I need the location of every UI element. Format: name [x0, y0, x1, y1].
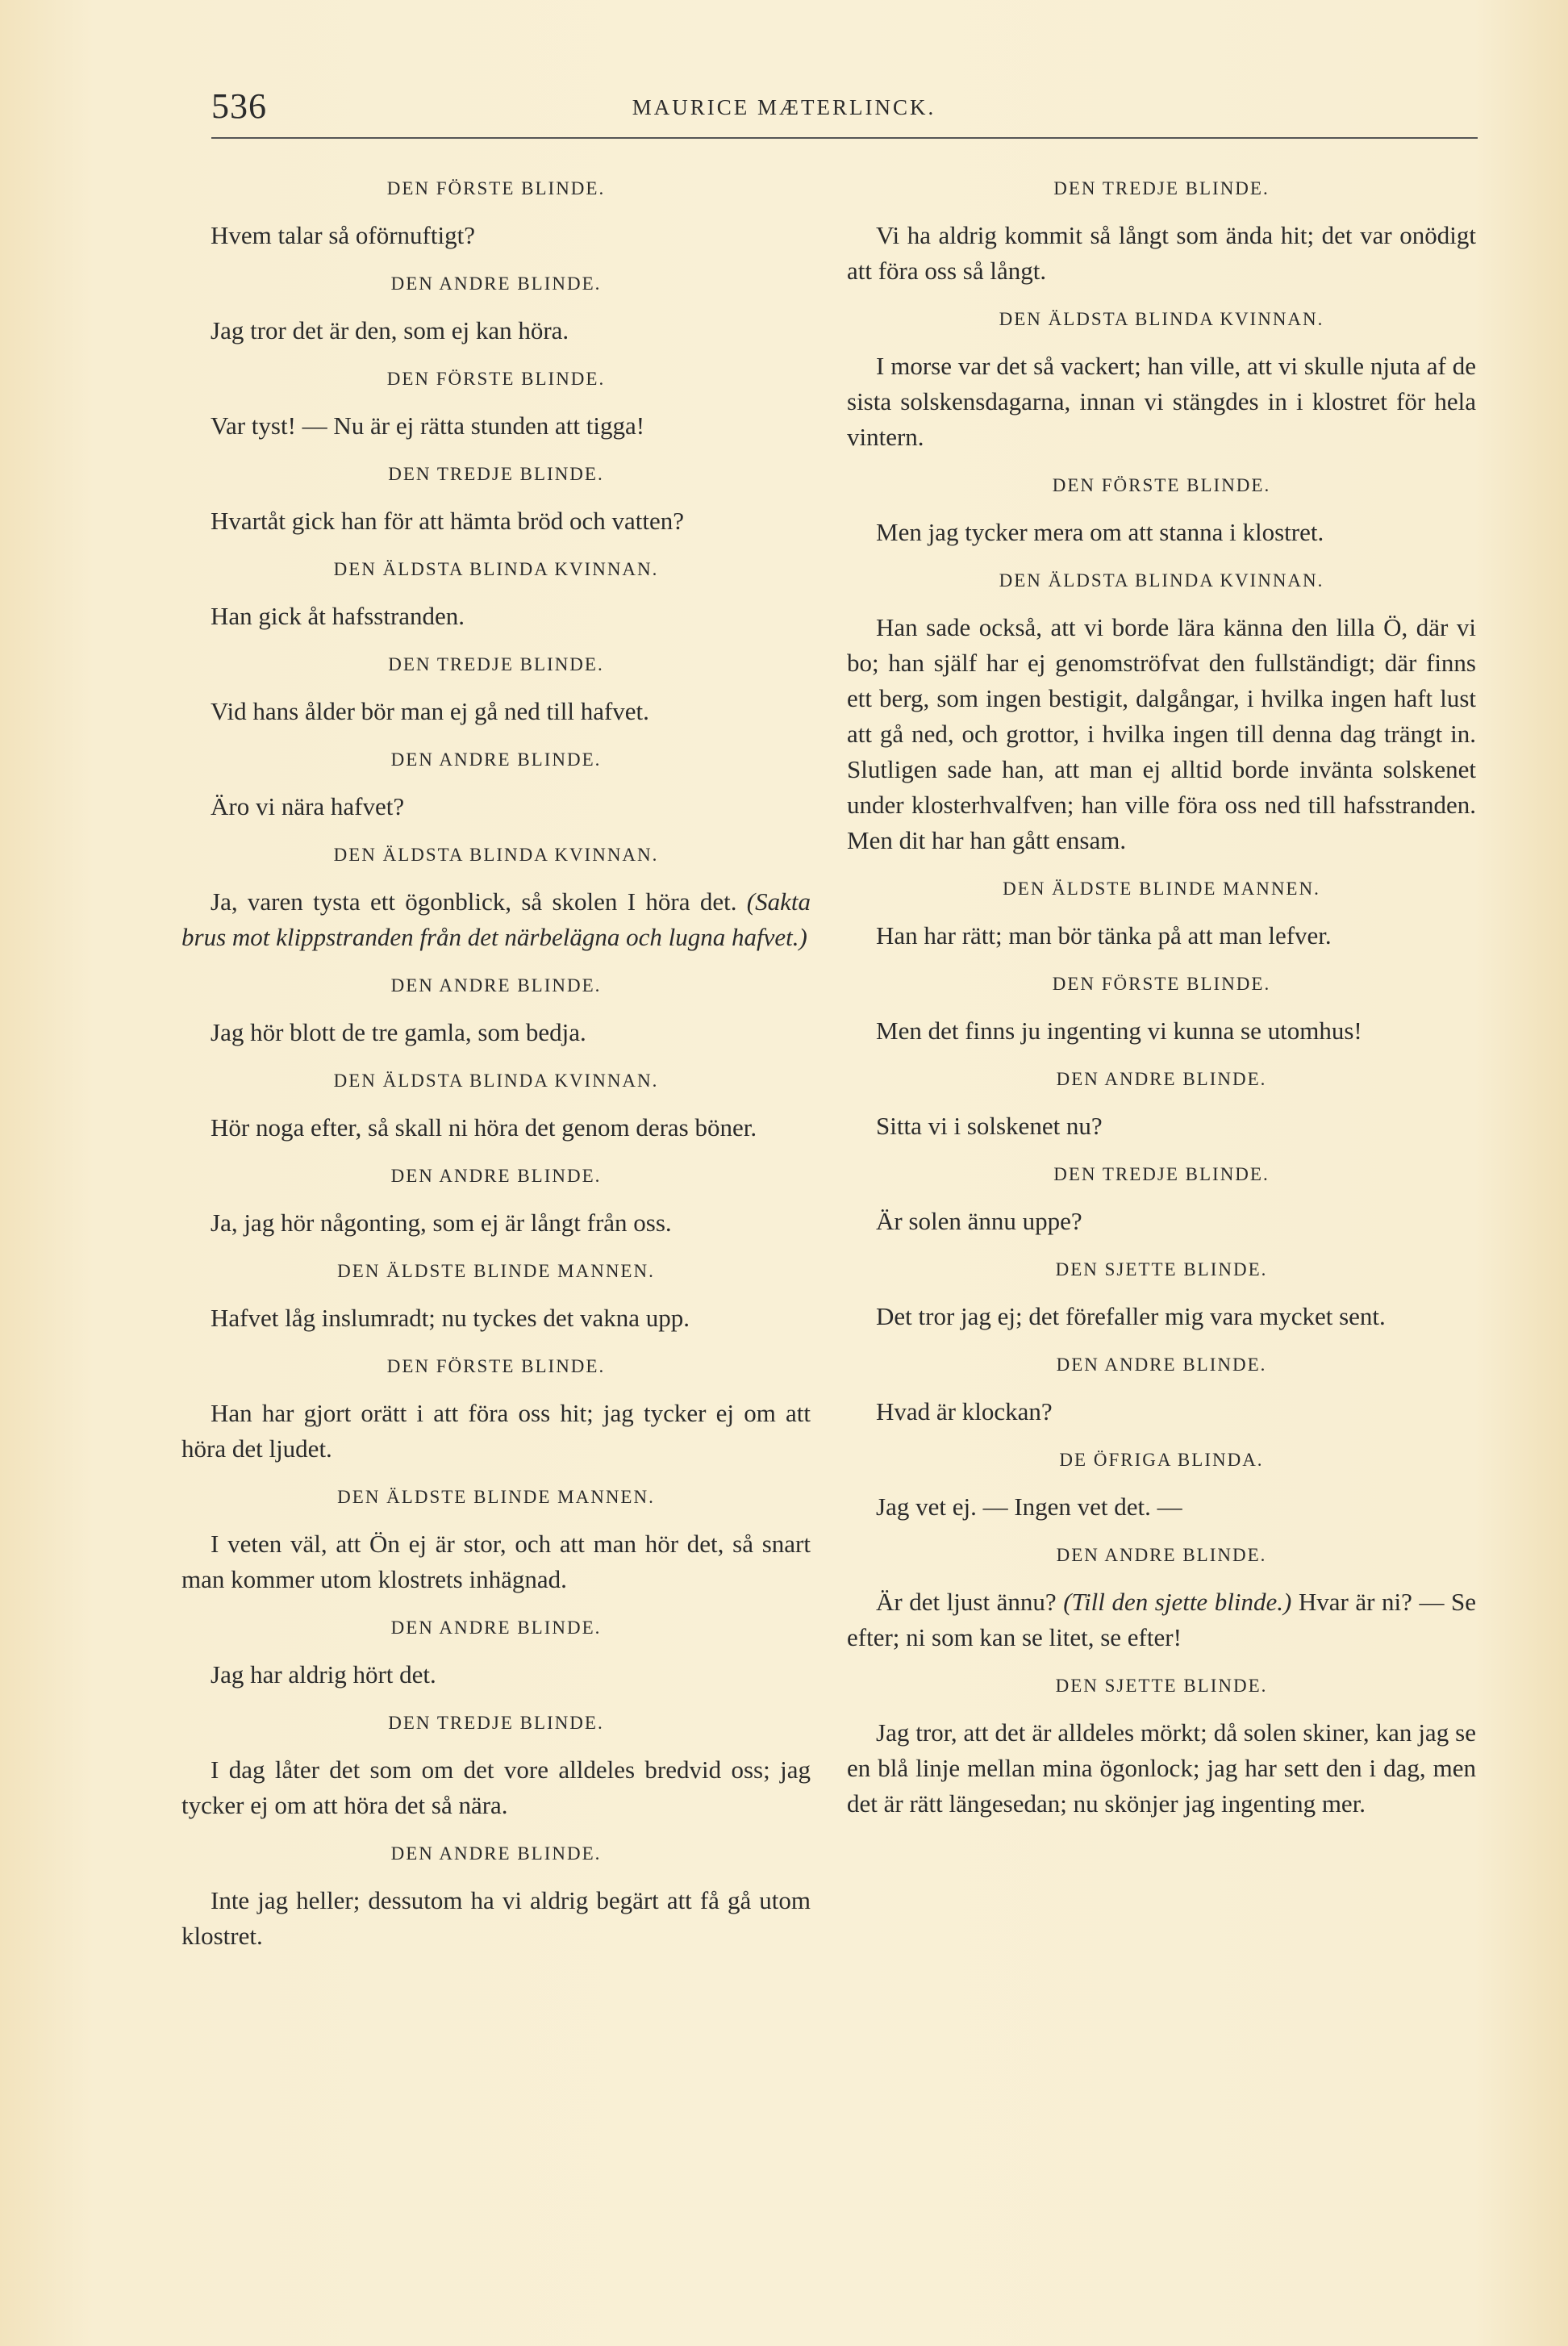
speech-text — [181, 1110, 811, 1146]
speech-line: Var tyst! — Nu är ej rätta stunden att tigga! — [211, 411, 645, 440]
speech-text — [181, 1657, 811, 1693]
speaker-name: DEN ANDRE BLINDE. — [390, 273, 602, 294]
speaker-name: DEN FÖRSTE BLINDE. — [1052, 475, 1271, 495]
speech-text — [181, 408, 811, 444]
speech-line: Ja, jag hör någonting, som ej är långt från oss. — [211, 1208, 672, 1237]
speech-text — [847, 1204, 1476, 1239]
speech-line: Hvad är klockan? — [876, 1397, 1053, 1426]
speaker-name: DEN TREDJE BLINDE. — [388, 654, 604, 674]
speech-line: Jag hör blott de tre gamla, som bedja. — [211, 1018, 586, 1046]
speech-line: Jag tror det är den, som ej kan höra. — [211, 316, 569, 344]
speaker-name: DEN ÄLDSTA BLINDA KVINNAN. — [333, 1071, 659, 1091]
speaker-name: DEN SJETTE BLINDE. — [1055, 1259, 1268, 1279]
speech-text — [847, 1584, 1476, 1655]
speaker-name: DEN ÄLDSTA BLINDA KVINNAN. — [999, 309, 1324, 329]
speech-text — [847, 218, 1476, 289]
speaker-name: DEN ÄLDSTE BLINDE MANNEN. — [337, 1487, 655, 1507]
speech-line: I dag låter det som om det vore alldeles bredvid oss; jag tycker ej om att höra det så nära. — [181, 1755, 811, 1819]
speaker-name: DEN ANDRE BLINDE. — [1056, 1355, 1267, 1375]
speech-text — [847, 1299, 1476, 1334]
speech-line: Jag har aldrig hört det. — [211, 1660, 436, 1689]
speech-line: Inte jag heller; dessutom ha vi aldrig begärt att få gå utom klostret. — [181, 1886, 811, 1950]
speech-text — [181, 789, 811, 824]
speech-text — [181, 1205, 811, 1241]
speech-line: Jag vet ej. — Ingen vet det. — — [876, 1492, 1182, 1521]
speech-line: Vi ha aldrig kommit så långt som ända hit; det var onödigt att föra oss så långt. — [847, 221, 1476, 285]
speech-line: Han har rätt; man bör tänka på att man lefver. — [876, 921, 1332, 950]
speech-line: Ja, varen tysta ett ögonblick, så skolen I höra det. — [211, 887, 737, 916]
speaker-name: DEN ÄLDSTA BLINDA KVINNAN. — [999, 570, 1324, 591]
speech-text — [181, 503, 811, 539]
speech-line: I morse var det så vackert; han ville, att vi skulle njuta af de sista solskensdagarna, innan vi stängdes in i klostret för hela vintern. — [847, 352, 1476, 451]
speaker-name: DEN ANDRE BLINDE. — [1056, 1069, 1267, 1089]
speech-line: Är det ljust ännu? — [876, 1588, 1057, 1616]
speech-line: Äro vi nära hafvet? — [211, 792, 405, 820]
speech-line: Han gick åt hafsstranden. — [211, 602, 465, 630]
speaker-name: DEN TREDJE BLINDE. — [388, 1713, 604, 1733]
speech-text — [847, 1013, 1476, 1049]
right-column — [847, 177, 1476, 1841]
speaker-name: DE ÖFRIGA BLINDA. — [1059, 1450, 1264, 1470]
speaker-name: DEN FÖRSTE BLINDE. — [1052, 974, 1271, 994]
speech-line: Men jag tycker mera om att stanna i klostret. — [876, 518, 1324, 546]
speech-line: Det tror jag ej; det förefaller mig vara mycket sent. — [876, 1302, 1386, 1330]
speech-text — [847, 1489, 1476, 1525]
speech-text — [181, 1526, 811, 1597]
speaker-name: DEN FÖRSTE BLINDE. — [386, 1356, 606, 1376]
page-number: 536 — [211, 86, 267, 126]
speech-line: Hvem talar så oförnuftigt? — [211, 221, 475, 249]
speaker-name: DEN FÖRSTE BLINDE. — [386, 369, 606, 389]
speaker-name: DEN ANDRE BLINDE. — [390, 975, 602, 996]
speech-text — [181, 1752, 811, 1823]
speaker-name: DEN ANDRE BLINDE. — [390, 1843, 602, 1864]
speech-line-continued: Hvar är ni? — Se efter; ni som kan se litet, se efter! — [847, 1588, 1477, 1651]
speaker-name: DEN TREDJE BLINDE. — [1053, 1164, 1270, 1184]
speech-text — [847, 515, 1476, 550]
speaker-name: DEN ANDRE BLINDE. — [1056, 1545, 1267, 1565]
speech-text — [847, 610, 1476, 858]
stage-direction: (Till den sjette blinde.) — [1063, 1588, 1292, 1616]
speech-line: Vid hans ålder bör man ej gå ned till hafvet. — [211, 697, 649, 725]
speech-text — [847, 918, 1476, 954]
speech-text — [181, 1300, 811, 1336]
speech-line: I veten väl, att Ön ej är stor, och att man hör det, så snart man kommer utom klostrets inhägnad. — [181, 1530, 811, 1593]
speech-text — [181, 218, 811, 253]
speech-text — [181, 313, 811, 349]
speech-text — [847, 349, 1476, 455]
speaker-name: DEN ÄLDSTA BLINDA KVINNAN. — [333, 559, 659, 579]
speech-text — [847, 1715, 1476, 1822]
speech-text — [181, 599, 811, 634]
speech-line: Sitta vi i solskenet nu? — [876, 1112, 1103, 1140]
speech-text — [847, 1394, 1476, 1430]
speech-line: Han sade också, att vi borde lära känna den lilla Ö, där vi bo; han själf har ej genomströfvat den fullständigt; där finns ett berg, som ingen bestigit, dalgångar, i hvilka ingen haft lust att gå ned, och grottor, i hvilka ingen till denna dag trängt in. Slutligen sade han, att man ej alltid borde invänta solskenet under klosterhvalfven; han ville föra oss ned till hafsstranden. Men dit har han gått ensam. — [847, 613, 1476, 854]
speech-line: Jag tror, att det är alldeles mörkt; då solen skiner, kan jag se en blå linje mellan mina ögonlock; jag har sett den i dag, men det är rätt längesedan; nu skönjer jag ingenting mer. — [847, 1718, 1476, 1818]
speaker-name: DEN TREDJE BLINDE. — [388, 464, 604, 484]
speaker-name: DEN ÄLDSTE BLINDE MANNEN. — [337, 1261, 655, 1281]
speech-line: Är solen ännu uppe? — [876, 1207, 1082, 1235]
speech-line: Hör noga efter, så skall ni höra det genom deras böner. — [211, 1113, 757, 1142]
speech-text — [847, 1108, 1476, 1144]
speech-text — [181, 1883, 811, 1954]
speech-text — [181, 1396, 811, 1467]
speaker-name: DEN ÄLDSTA BLINDA KVINNAN. — [333, 845, 659, 865]
speech-line: Hafvet låg inslumradt; nu tyckes det vakna upp. — [211, 1304, 690, 1332]
speech-line: Han har gjort orätt i att föra oss hit; jag tycker ej om att höra det ljudet. — [181, 1399, 811, 1463]
speaker-name: DEN ÄLDSTE BLINDE MANNEN. — [1003, 879, 1320, 899]
speaker-name: DEN TREDJE BLINDE. — [1053, 178, 1270, 198]
speech-text — [181, 884, 811, 955]
speech-text — [181, 694, 811, 729]
speaker-name: DEN FÖRSTE BLINDE. — [386, 178, 606, 198]
speaker-name: DEN ANDRE BLINDE. — [390, 749, 602, 770]
speech-text — [181, 1015, 811, 1050]
running-title: MAURICE MÆTERLINCK. — [632, 95, 936, 119]
speaker-name: DEN SJETTE BLINDE. — [1055, 1676, 1268, 1696]
left-column — [181, 177, 811, 1973]
speaker-name: DEN ANDRE BLINDE. — [390, 1166, 602, 1186]
stage-direction: (Sakta brus mot klippstranden från det närbelägna och lugna hafvet.) — [181, 887, 811, 951]
speech-line: Hvartåt gick han för att hämta bröd och vatten? — [211, 507, 685, 535]
speaker-name: DEN ANDRE BLINDE. — [390, 1618, 602, 1638]
speech-line: Men det finns ju ingenting vi kunna se utomhus! — [876, 1016, 1362, 1045]
header-rule — [211, 137, 1478, 139]
